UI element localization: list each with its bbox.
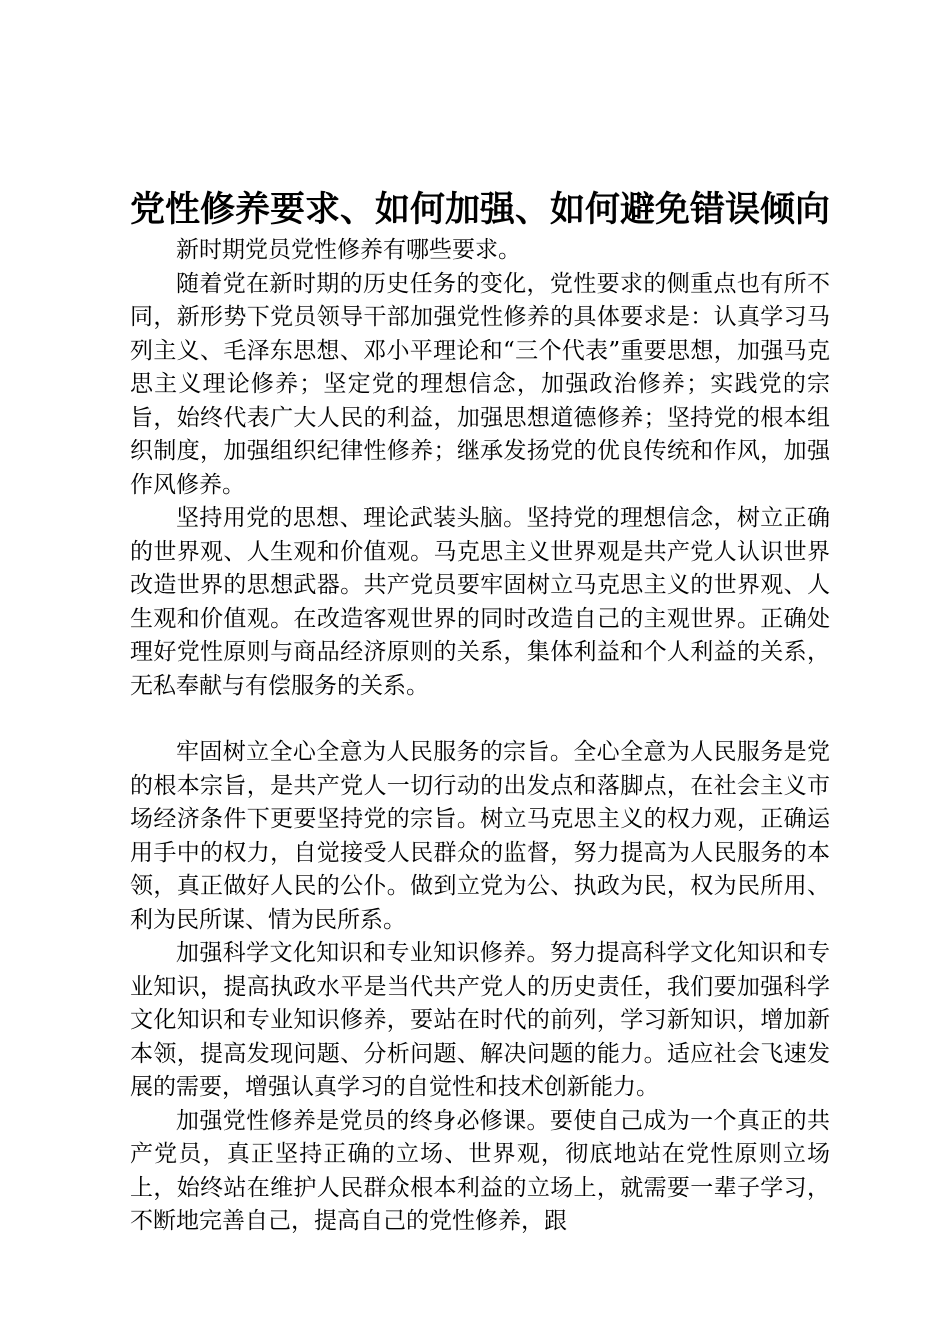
paragraph-6: 加强党性修养是党员的终身必修课。要使自己成为一个真正的共产党员，真正坚持正确的立场、世界观，彻底地站在党性原则立场上，始终站在维护人民群众根本利益的立场上，就需要一辈子学习，不断地完善自己，提高自己的党性修养，跟: [130, 1107, 830, 1234]
document-title: 党性修养要求、如何加强、如何避免错误倾向: [130, 190, 831, 230]
paragraph-1: 新时期党员党性修养有哪些要求。: [176, 237, 521, 263]
paragraph-gap: [130, 703, 830, 736]
paragraph-4: 牢固树立全心全意为人民服务的宗旨。全心全意为人民服务是党的根本宗旨，是共产党人一切行动的出发点和落脚点，在社会主义市场经济条件下更要坚持党的宗旨。树立马克思主义的权力观，正确运用手中的权力，自觉接受人民群众的监督，努力提高为人民服务的本领，真正做好人民的公仆。做到立党为公、执政为民，权为民所用、利为民所谋、情为民所系。: [130, 739, 830, 933]
paragraph-5: 加强科学文化知识和专业知识修养。努力提高科学文化知识和专业知识，提高执政水平是当代共产党人的历史责任，我们要加强科学文化知识和专业知识修养，要站在时代的前列，学习新知识，增加新本领，提高发现问题、分析问题、解决问题的能力。适应社会飞速发展的需要，增强认真学习的自觉性和技术创新能力。: [130, 940, 830, 1100]
document-page: [130, 186, 830, 1239]
paragraph-2: 随着党在新时期的历史任务的变化，党性要求的侧重点也有所不同，新形势下党员领导干部加强党性修养的具体要求是：认真学习马列主义、毛泽东思想、邓小平理论和“三个代表”重要思想，加强马克思主义理论修养；坚定党的理想信念，加强政治修养；实践党的宗旨，始终代表广大人民的利益，加强思想道德修养；坚持党的根本组织制度，加强组织纪律性修养；继承发扬党的优良传统和作风，加强作风修养。: [130, 270, 830, 498]
paragraph-3: 坚持用党的思想、理论武装头脑。坚持党的理想信念，树立正确的世界观、人生观和价值观。马克思主义世界观是共产党人认识世界改造世界的思想武器。共产党员要牢固树立马克思主义的世界观、人生观和价值观。在改造客观世界的同时改造自己的主观世界。正确处理好党性原则与商品经济原则的关系，集体利益和个人利益的关系，无私奉献与有偿服务的关系。: [130, 505, 830, 699]
